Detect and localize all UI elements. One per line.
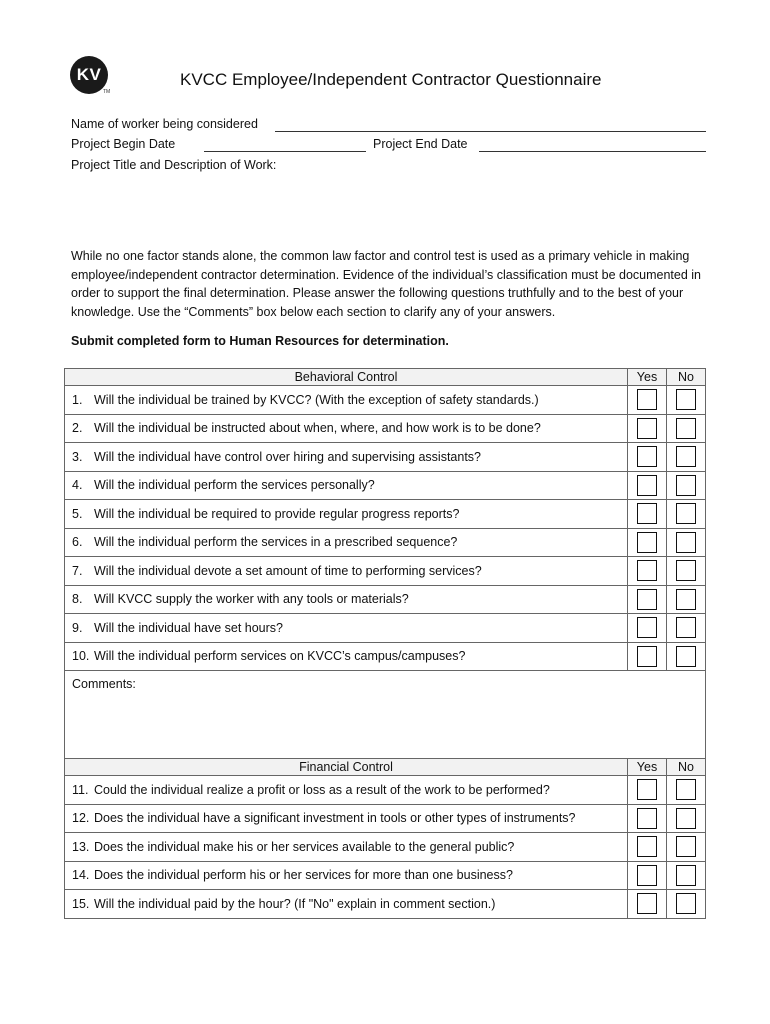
no-checkbox[interactable] [676, 389, 696, 410]
question-number: 10. [72, 649, 90, 664]
question-number: 14. [72, 868, 90, 883]
yes-checkbox[interactable] [637, 646, 657, 667]
no-checkbox[interactable] [676, 418, 696, 439]
question-row [65, 614, 706, 643]
question-row [65, 386, 706, 415]
question-number: 6. [72, 535, 83, 550]
question-text: Will the individual devote a set amount of time to performing services? [94, 563, 482, 578]
section-title: Financial Control [65, 759, 628, 776]
submit-note: Submit completed form to Human Resources for determination. [71, 334, 449, 348]
question-text: Will the individual have set hours? [94, 620, 283, 635]
comments-box[interactable] [65, 671, 706, 766]
question-number: 13. [72, 839, 90, 854]
financial-control-table [64, 758, 706, 919]
no-checkbox[interactable] [676, 617, 696, 638]
question-text: Will the individual be required to provide regular progress reports? [94, 506, 460, 521]
no-checkbox[interactable] [676, 475, 696, 496]
question-text: Will the individual perform the services personally? [94, 478, 375, 493]
question-row [65, 861, 706, 890]
no-checkbox[interactable] [676, 779, 696, 800]
begin-date-label: Project Begin Date [71, 137, 176, 151]
comments-row [65, 671, 706, 766]
comments-label: Comments: [72, 677, 136, 691]
question-row [65, 500, 706, 529]
question-number: 9. [72, 620, 83, 635]
question-number: 4. [72, 478, 83, 493]
question-text: Will the individual perform services on KVCC’s campus/campuses? [94, 649, 466, 664]
question-row [65, 443, 706, 472]
no-checkbox[interactable] [676, 446, 696, 467]
no-checkbox[interactable] [676, 865, 696, 886]
no-checkbox[interactable] [676, 503, 696, 524]
trademark-mark: TM [103, 89, 111, 95]
question-text: Does the individual have a significant investment in tools or other types of instruments? [94, 811, 576, 826]
yes-checkbox[interactable] [637, 503, 657, 524]
worker-name-field[interactable] [275, 131, 706, 132]
no-column-header: No [667, 759, 706, 776]
question-row [65, 414, 706, 443]
yes-checkbox[interactable] [637, 389, 657, 410]
yes-checkbox[interactable] [637, 560, 657, 581]
question-row [65, 528, 706, 557]
yes-checkbox[interactable] [637, 446, 657, 467]
yes-checkbox[interactable] [637, 532, 657, 553]
question-row [65, 804, 706, 833]
question-number: 3. [72, 449, 83, 464]
no-checkbox[interactable] [676, 532, 696, 553]
yes-checkbox[interactable] [637, 865, 657, 886]
no-checkbox[interactable] [676, 893, 696, 914]
question-number: 5. [72, 506, 83, 521]
question-number: 2. [72, 421, 83, 436]
no-checkbox[interactable] [676, 560, 696, 581]
question-text: Will the individual be instructed about when, where, and how work is to be done? [94, 421, 541, 436]
intro-paragraph: While no one factor stands alone, the common law factor and control test is used as a primary vehicle in making employee/independent contractor determination. Evidence of the individual’s classification must be documented in order to support the final determination. Please answer the following questions truthfully and to the best of your knowledge. Use the “Comments” box below each section to clarify any of your answers. [71, 249, 702, 319]
question-text: Will the individual paid by the hour? (If "No" explain in comment section.) [94, 896, 496, 911]
question-number: 15. [72, 896, 90, 911]
yes-column-header: Yes [628, 759, 667, 776]
yes-checkbox[interactable] [637, 418, 657, 439]
section-title: Behavioral Control [65, 369, 628, 386]
behavioral-control-table [64, 368, 706, 766]
question-number: 11. [72, 782, 89, 797]
question-row [65, 471, 706, 500]
question-text: Does the individual perform his or her services for more than one business? [94, 868, 513, 883]
yes-checkbox[interactable] [637, 893, 657, 914]
yes-checkbox[interactable] [637, 779, 657, 800]
question-row [65, 585, 706, 614]
question-row [65, 557, 706, 586]
worker-name-label: Name of worker being considered [71, 117, 258, 131]
no-checkbox[interactable] [676, 589, 696, 610]
no-checkbox[interactable] [676, 836, 696, 857]
question-text: Will KVCC supply the worker with any tools or materials? [94, 592, 409, 607]
question-number: 12. [72, 811, 90, 826]
yes-checkbox[interactable] [637, 617, 657, 638]
question-number: 8. [72, 592, 83, 607]
end-date-label: Project End Date [373, 137, 468, 151]
question-text: Will the individual perform the services in a prescribed sequence? [94, 535, 458, 550]
question-text: Could the individual realize a profit or loss as a result of the work to be performed? [94, 782, 550, 797]
question-number: 1. [72, 392, 83, 407]
question-row [65, 890, 706, 919]
question-number: 7. [72, 563, 83, 578]
yes-checkbox[interactable] [637, 836, 657, 857]
yes-column-header: Yes [628, 369, 667, 386]
no-column-header: No [667, 369, 706, 386]
yes-checkbox[interactable] [637, 475, 657, 496]
begin-date-field[interactable] [204, 151, 366, 152]
section-header [65, 759, 706, 776]
end-date-field[interactable] [479, 151, 706, 152]
logo-text: KV [76, 65, 102, 84]
yes-checkbox[interactable] [637, 589, 657, 610]
question-text: Will the individual be trained by KVCC? (With the exception of safety standards.) [94, 392, 539, 407]
no-checkbox[interactable] [676, 808, 696, 829]
page-title: KVCC Employee/Independent Contractor Questionnaire [180, 70, 602, 89]
question-text: Does the individual make his or her services available to the general public? [94, 839, 515, 854]
yes-checkbox[interactable] [637, 808, 657, 829]
question-row [65, 776, 706, 805]
project-title-label: Project Title and Description of Work: [71, 158, 277, 172]
question-row [65, 642, 706, 671]
section-header [65, 369, 706, 386]
no-checkbox[interactable] [676, 646, 696, 667]
question-text: Will the individual have control over hiring and supervising assistants? [94, 449, 482, 464]
question-row [65, 833, 706, 862]
